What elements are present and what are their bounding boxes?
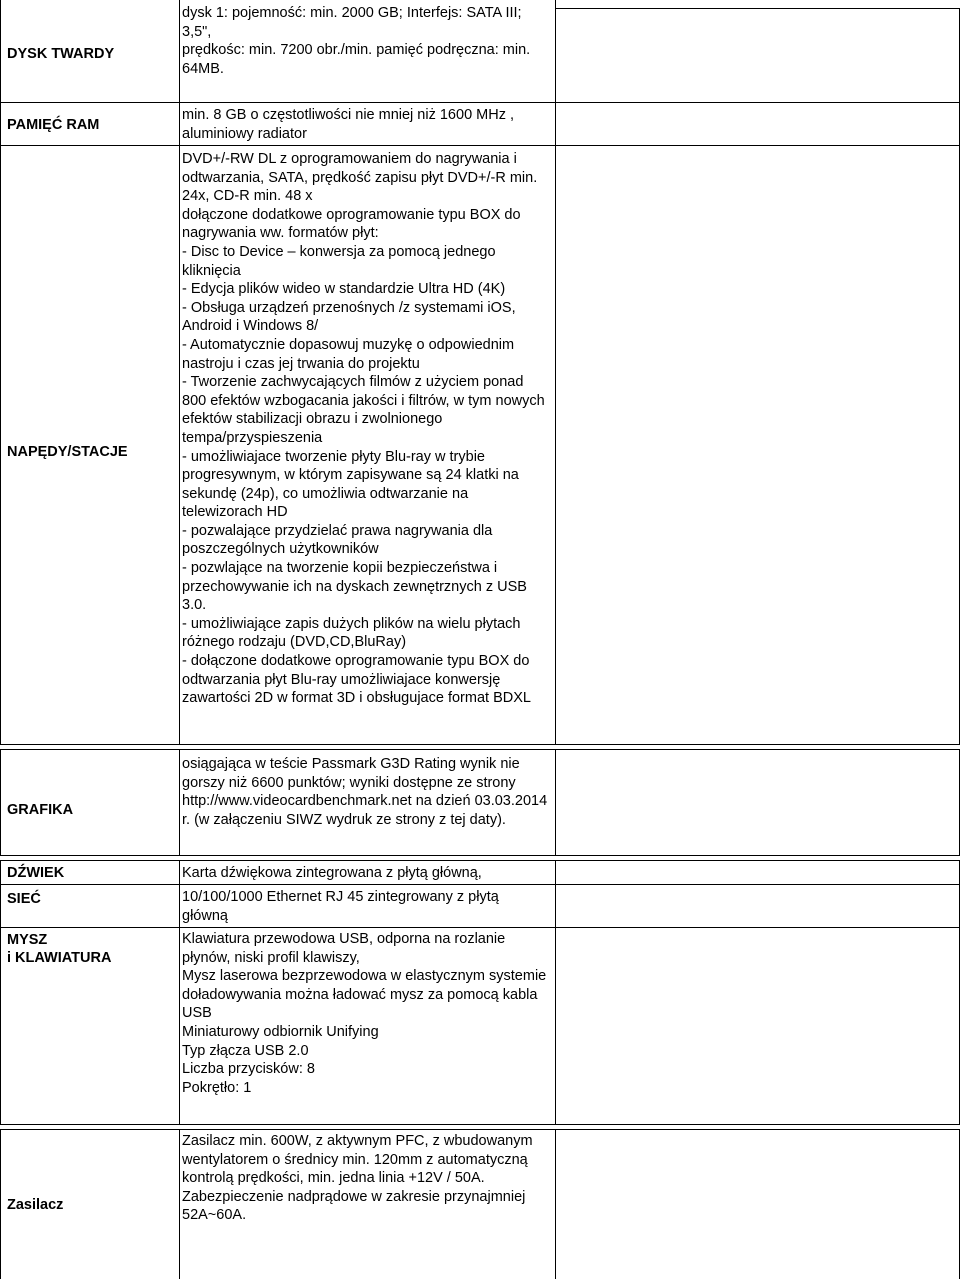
description-line: Typ złącza USB 2.0 — [182, 1042, 309, 1059]
offer-cell[interactable] — [555, 860, 960, 885]
description-line: 64MB. — [182, 60, 224, 77]
description-line: - pozwlające na tworzenie kopii bezpieczeństwa i — [182, 560, 498, 577]
description-line: progresywnym, w którym zapisywane są 24 klatki na — [182, 467, 519, 484]
description-line: efektów stabilizacji obrazu i zwolnionego — [182, 411, 443, 428]
description-line: - Disc to Device – konwersja za pomocą jednego — [182, 243, 496, 260]
description-line: Miniaturowy odbiornik Unifying — [182, 1023, 379, 1040]
description-text — [182, 1132, 533, 1225]
description-cell — [179, 860, 556, 885]
description-line: - dołączone dodatkowe oprogramowanie typu BOX do — [182, 653, 530, 670]
offer-cell[interactable] — [555, 749, 960, 856]
description-line: różnego rodzaju (DVD,CD,BluRay) — [182, 634, 407, 651]
description-line: min. 8 GB o częstotliwości nie mniej niż 1600 MHz , — [182, 107, 515, 123]
label-cell — [0, 0, 180, 103]
description-line: aluminiowy radiator — [182, 125, 307, 142]
description-text — [182, 864, 482, 883]
description-text — [182, 150, 545, 708]
description-line: Zabezpieczenie nadprądowe w zakresie przynajmniej — [182, 1188, 526, 1205]
description-line: kontrolą prędkości, min. jedna linia +12V / 50A. — [182, 1170, 485, 1187]
description-line: główną — [182, 907, 228, 924]
row-power-supply — [0, 1129, 960, 1279]
description-line: zawartości 2D w format 3D i obsługujace format BDXL — [182, 690, 531, 707]
offer-cell[interactable] — [555, 145, 960, 745]
description-line: 3.0. — [182, 597, 207, 614]
description-line: płynów, niski profil klawiszy, — [182, 949, 360, 966]
label-cell — [0, 1129, 180, 1279]
offer-cell[interactable] — [555, 1129, 960, 1279]
description-line: dysk 1: pojemność: min. 2000 GB; Interfejs: SATA III; — [182, 5, 522, 21]
description-line: sekundę (24p), co umożliwia odtwarzanie na — [182, 485, 469, 502]
description-text — [182, 755, 547, 829]
label-cell — [0, 884, 180, 928]
description-line: Android i Windows 8/ — [182, 318, 319, 335]
description-line: prędkośc: min. 7200 obr./min. pamięć podręczna: min. — [182, 42, 531, 59]
description-cell — [179, 884, 556, 928]
description-cell — [179, 102, 556, 146]
description-line: 3,5", — [182, 23, 212, 40]
description-line: kliknięcia — [182, 262, 241, 279]
description-line: telewizorach HD — [182, 504, 288, 521]
description-line: 24x, CD-R min. 48 x — [182, 188, 313, 205]
row-label: NAPĘDY/STACJE — [7, 444, 128, 460]
description-line: Zasilacz min. 600W, z aktywnym PFC, z wbudowanym — [182, 1133, 533, 1149]
description-text — [182, 4, 530, 78]
row-label: DŹWIEK — [7, 865, 65, 881]
description-line: nastroju i czas jej trwania do projektu — [182, 355, 420, 372]
offer-cell[interactable] — [555, 8, 960, 103]
description-line: 800 efektów wzbogacania jakości i filtrów, w tym nowych — [182, 392, 545, 409]
description-line: USB — [182, 1005, 212, 1022]
description-line: Pokrętło: 1 — [182, 1079, 252, 1096]
description-line: - pozwalające przydzielać prawa nagrywania dla — [182, 522, 493, 539]
description-cell — [179, 927, 556, 1125]
description-cell — [179, 0, 556, 103]
description-line: http://www.videocardbenchmark.net na dzień 03.03.2014 — [182, 793, 548, 810]
label-cell — [0, 860, 180, 885]
description-line: 52A~60A. — [182, 1207, 247, 1224]
row-graphics — [0, 749, 960, 856]
description-line: - Obsługa urządzeń przenośnych /z systemami iOS, — [182, 299, 516, 316]
description-cell — [179, 1129, 556, 1279]
description-line: przechowywanie ich na dyskach zewnętrznych z USB — [182, 578, 527, 595]
description-line: osiągająca w teście Passmark G3D Rating wynik nie — [182, 756, 520, 772]
row-drives — [0, 145, 960, 745]
description-line: - Automatycznie dopasowuj muzykę o odpowiednim — [182, 336, 515, 353]
description-line: Klawiatura przewodowa USB, odporna na rozlanie — [182, 931, 506, 947]
row-label: Zasilacz — [7, 1197, 64, 1213]
row-sound — [0, 860, 960, 885]
row-label-second-line: i KLAWIATURA — [7, 950, 112, 966]
label-cell — [0, 749, 180, 856]
description-line: Karta dźwiękowa zintegrowana z płytą główną, — [182, 865, 482, 881]
description-line: - Tworzenie zachwycających filmów z użyciem ponad — [182, 374, 524, 391]
row-label: MYSZ — [7, 932, 48, 948]
description-line: doładowywania można ładować mysz za pomocą kabla — [182, 986, 538, 1003]
label-cell — [0, 145, 180, 745]
label-cell — [0, 927, 180, 1125]
description-line: - umożliwiajace tworzenie płyty Blu-ray w trybie — [182, 448, 485, 465]
offer-cell[interactable] — [555, 927, 960, 1125]
row-ram — [0, 102, 960, 146]
label-cell — [0, 102, 180, 146]
description-line: wentylatorem o średnicy min. 120mm z automatyczną — [182, 1151, 528, 1168]
description-line: dołączone dodatkowe oprogramowanie typu BOX do — [182, 206, 521, 223]
row-label: DYSK TWARDY — [7, 46, 115, 62]
description-line: Liczba przycisków: 8 — [182, 1061, 315, 1078]
offer-cell[interactable] — [555, 102, 960, 146]
row-label: PAMIĘĆ RAM — [7, 117, 100, 133]
description-cell — [179, 145, 556, 745]
description-line: odtwarzania, SATA, prędkość zapisu płyt DVD+/-R min. — [182, 169, 538, 186]
description-line: Mysz laserowa bezprzewodowa w elastycznym systemie — [182, 968, 547, 985]
description-line: r. (w załączeniu SIWZ wydruk ze strony z tej daty). — [182, 811, 506, 828]
row-network — [0, 884, 960, 928]
description-text — [182, 930, 546, 1097]
description-line: gorszy niż 6600 punktów; wyniki dostępne ze strony — [182, 774, 516, 791]
description-cell — [179, 749, 556, 856]
description-text — [182, 106, 514, 143]
row-label: GRAFIKA — [7, 802, 74, 818]
description-line: poszczególnych użytkowników — [182, 541, 379, 558]
description-line: nagrywania ww. formatów płyt: — [182, 225, 379, 242]
description-line: DVD+/-RW DL z oprogramowaniem do nagrywania i — [182, 151, 517, 167]
description-line: odtwarzania płyt Blu-ray umożliwiajace konwersję — [182, 671, 501, 688]
description-text — [182, 888, 499, 925]
offer-cell[interactable] — [555, 884, 960, 928]
description-line: - Edycja plików wideo w standardzie Ultra HD (4K) — [182, 281, 506, 298]
description-line: tempa/przyspieszenia — [182, 429, 323, 446]
row-mouse-keyboard — [0, 927, 960, 1125]
row-label: SIEĆ — [7, 891, 41, 907]
description-line: - umożliwiające zapis dużych plików na wielu płytach — [182, 615, 521, 632]
row-hard-disk — [0, 0, 960, 103]
description-line: 10/100/1000 Ethernet RJ 45 zintegrowany z płytą — [182, 889, 499, 905]
